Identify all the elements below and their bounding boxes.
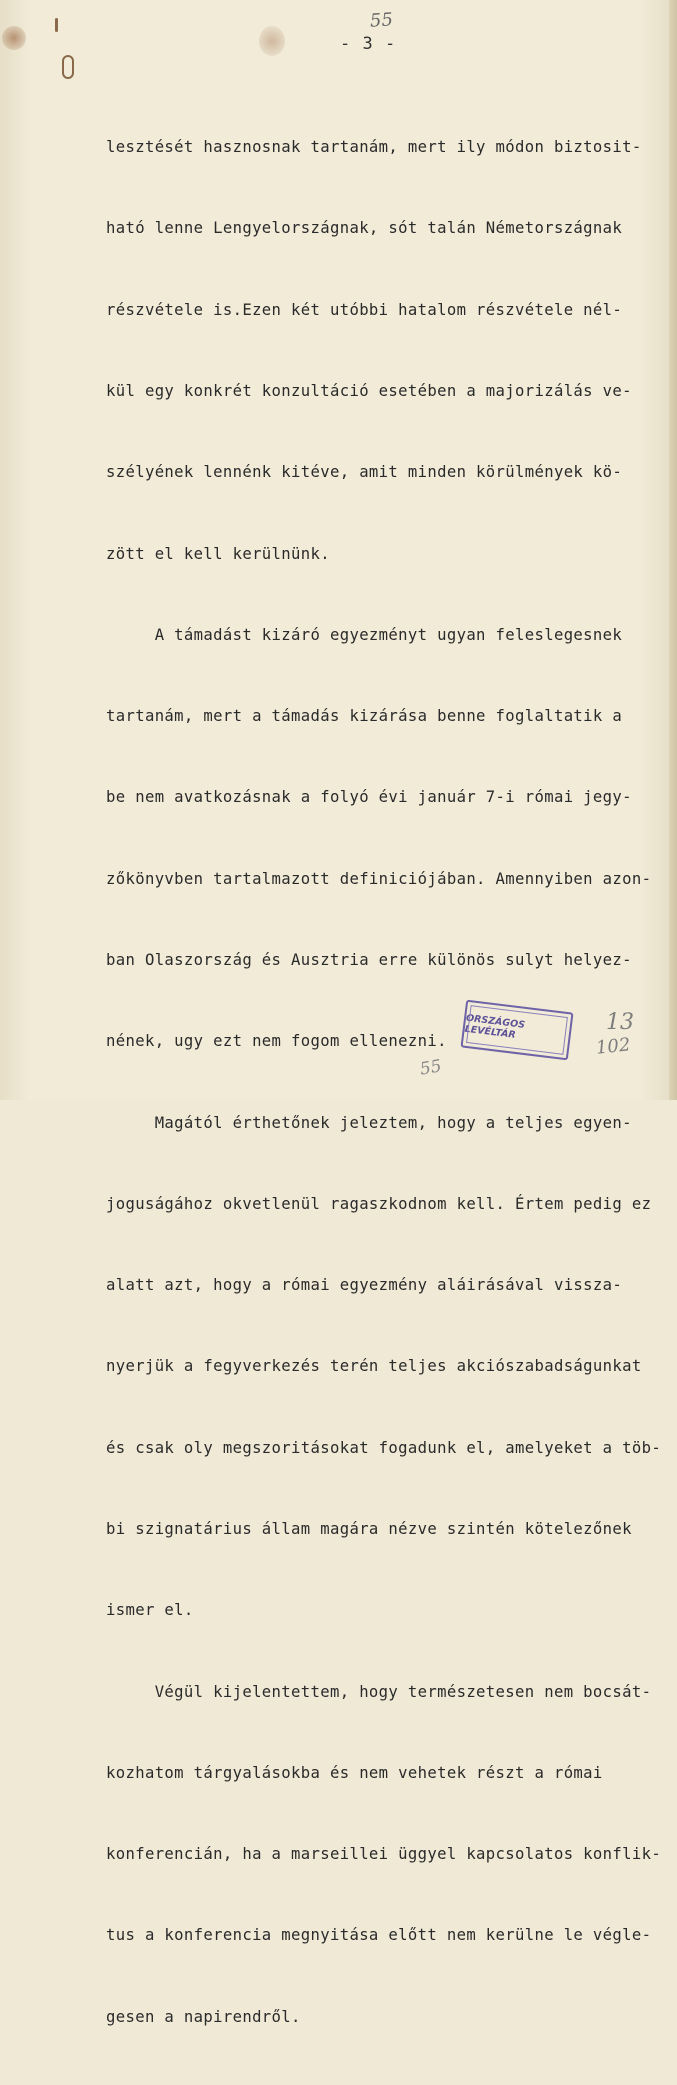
text-line: ismer el.: [106, 1601, 194, 1620]
text-line: Végül kijelentettem, hogy természetesen nem bocsát-: [106, 1682, 652, 1701]
handwritten-bottom-mark: 55: [418, 1056, 444, 1080]
text-line: kozhatom tárgyalásokba és nem vehetek részt a római: [106, 1763, 603, 1782]
text-line: A támadást kizáró egyezményt ugyan feleslegesnek: [106, 625, 623, 644]
text-line: kül egy konkrét konzultáció esetében a majorizálás ve-: [106, 382, 632, 401]
text-line: bi szignatárius állam magára nézve szintén kötelezőnek: [106, 1519, 632, 1538]
text-line: és csak oly megszoritásokat fogadunk el, amelyeket a töb-: [106, 1438, 662, 1457]
handwritten-number-bottom: 102: [594, 1034, 632, 1059]
text-line: tartanám, mert a támadás kizárása benne foglaltatik a: [106, 707, 623, 726]
text-line: Magától érthetőnek jeleztem, hogy a teljes egyen-: [106, 1113, 632, 1132]
archive-stamp-text: ORSZÁGOS LEVÉLTÁR: [464, 1012, 526, 1041]
text-line: gesen a napirendről.: [106, 2007, 301, 2026]
text-line: nyerjük a fegyverkezés terén teljes akciószabadságunkat: [106, 1357, 642, 1376]
text-line: ban Olaszország és Ausztria erre különös sulyt helyez-: [106, 951, 632, 969]
text-line: zött el kell kerülnünk.: [106, 544, 330, 563]
text-line: ható lenne Lengyelországnak, sót talán Németországnak: [106, 219, 623, 238]
text-line: részvétele is.Ezen két utóbbi hatalom részvétele nél-: [106, 300, 623, 319]
text-line: joguságához okvetlenül ragaszkodnom kell. Értem pedig ez: [106, 1194, 652, 1213]
text-line: alatt azt, hogy a római egyezmény aláirásával vissza-: [106, 1276, 623, 1295]
handwritten-number-top: 13: [606, 1010, 634, 1035]
text-line: konferencián, ha a marseillei üggyel kapcsolatos konflik-: [106, 1845, 662, 1864]
ink-stain-left: [2, 26, 26, 50]
text-line: tus a konferencia megnyitása előtt nem kerülne le végle-: [106, 1926, 652, 1945]
page-number: - 3 -: [340, 34, 397, 54]
binding-hole-1: [55, 18, 58, 32]
folio-mark: 55: [369, 9, 394, 32]
text-line: be nem avatkozásnak a folyó évi január 7-i római jegy-: [106, 788, 632, 807]
binding-hole-2: [62, 55, 74, 79]
text-line: lesztését hasznosnak tartanám, mert ily módon biztosit-: [106, 138, 642, 157]
ink-stain-top: [259, 26, 285, 56]
text-line: zőkönyvben tartalmazott definiciójában. Amennyiben azon-: [106, 869, 652, 888]
text-line: szélyének lennénk kitéve, amit minden körülmények kö-: [106, 463, 623, 482]
typed-body-text: [106, 80, 671, 2085]
text-line: nének, ugy ezt nem fogom ellenezni.: [106, 1032, 447, 1051]
